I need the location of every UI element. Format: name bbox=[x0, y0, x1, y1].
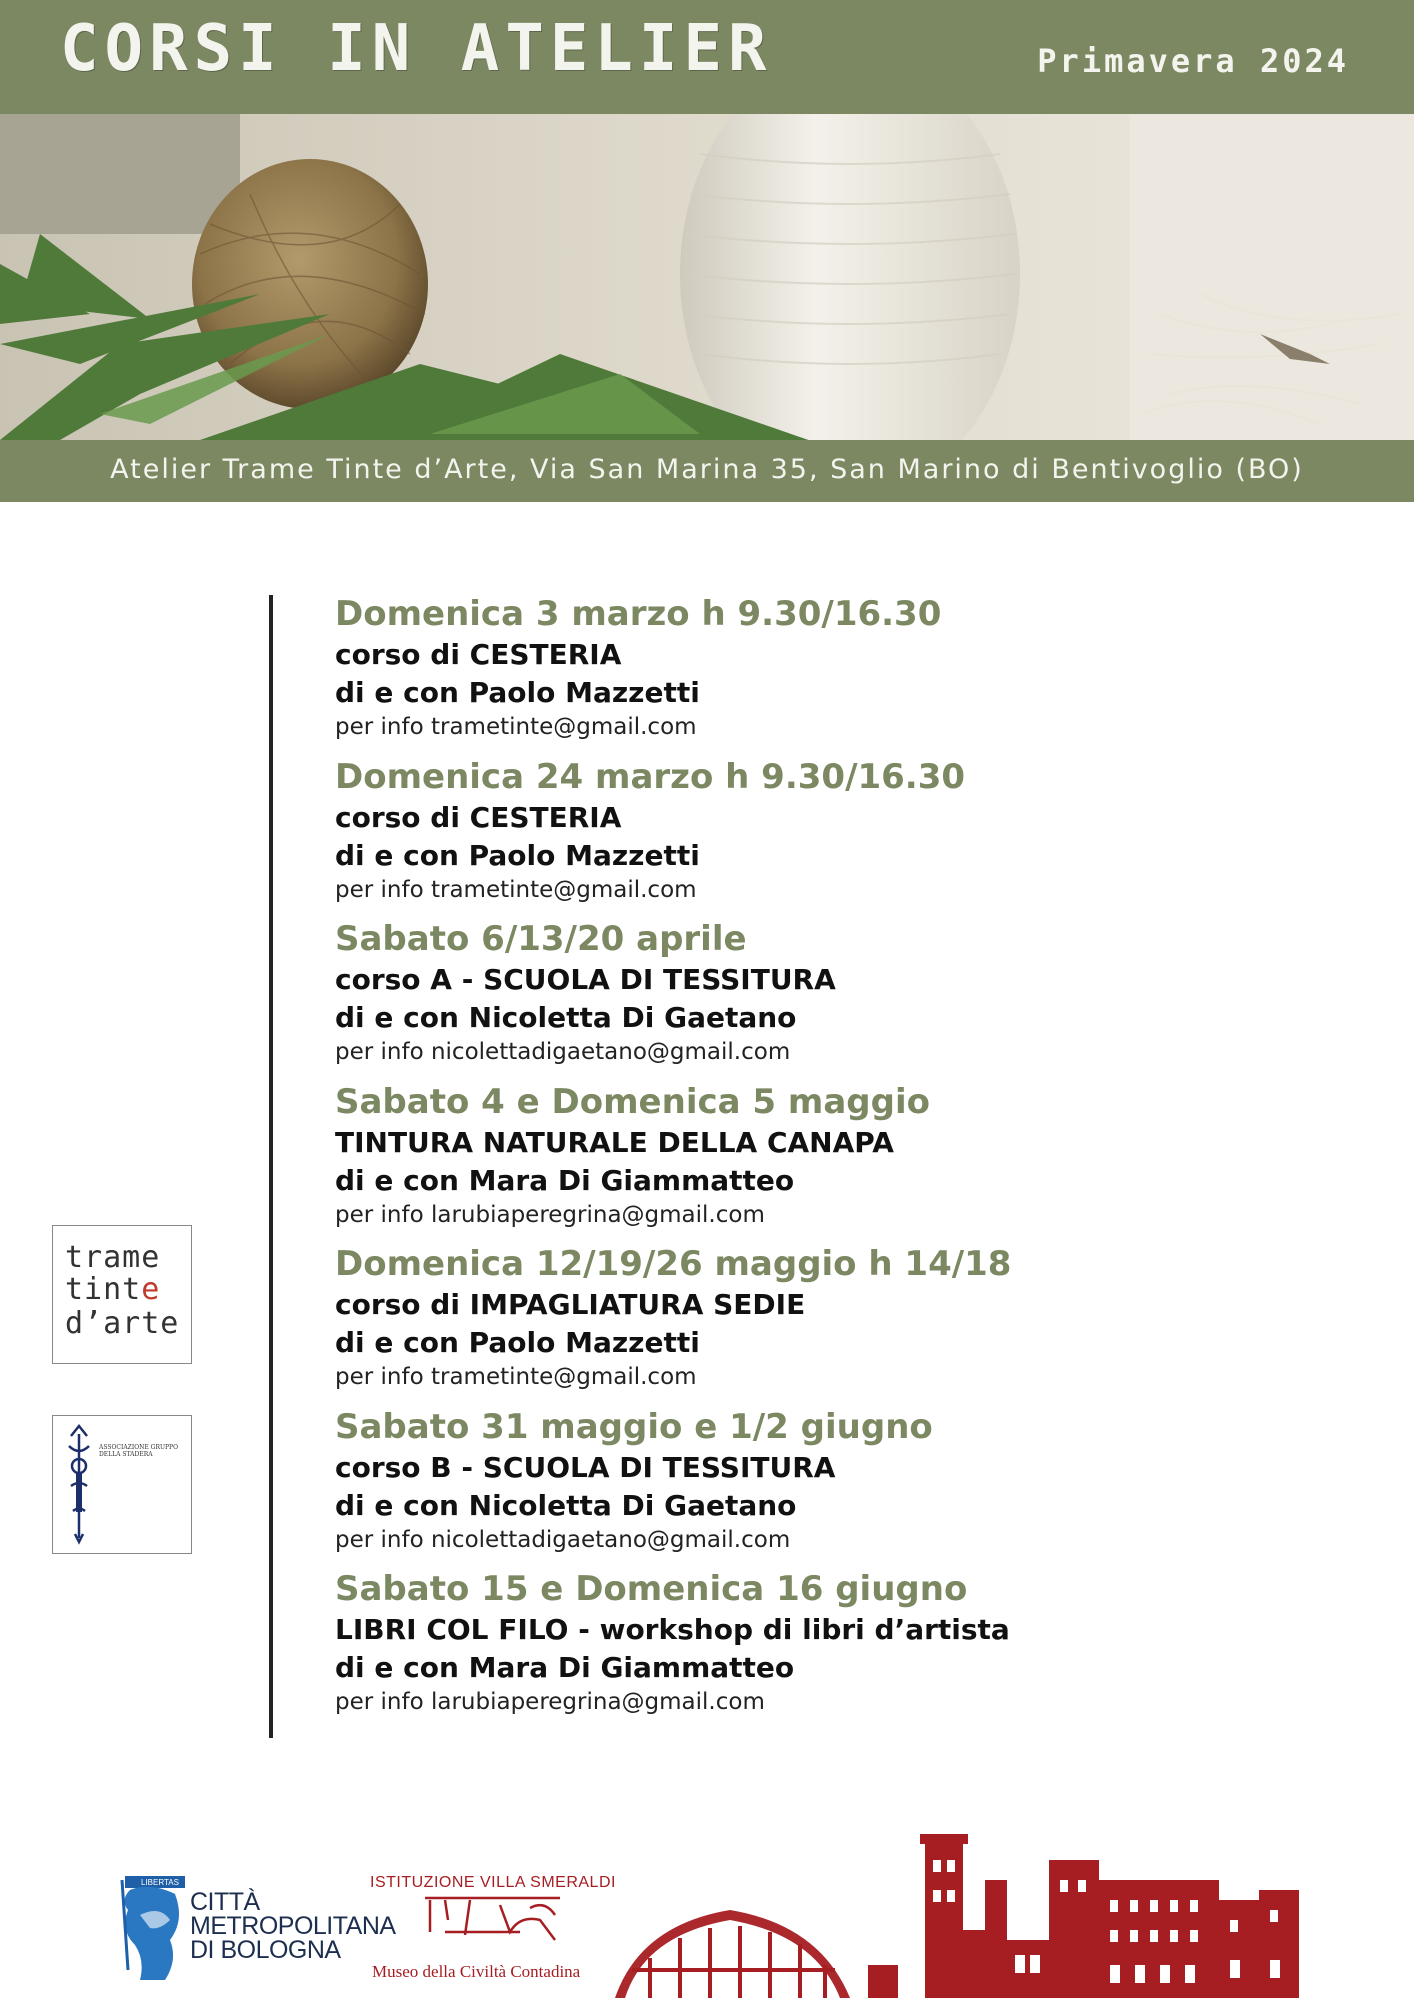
cmb-badge-text: LIBERTAS bbox=[141, 1878, 179, 1887]
event-item bbox=[335, 1080, 1335, 1243]
event-teacher: di e con Paolo Mazzetti bbox=[335, 838, 700, 872]
event-teacher: di e con Paolo Mazzetti bbox=[335, 676, 700, 709]
event-teacher: di e con Nicoletta Di Gaetano bbox=[335, 1488, 797, 1522]
event-item bbox=[335, 1405, 1335, 1568]
assoc-caption: ASSOCIAZIONE GRUPPO DELLA STADERA bbox=[99, 1444, 179, 1458]
logo-line-trame: trame bbox=[65, 1240, 161, 1275]
event-item bbox=[335, 1567, 1335, 1730]
event-teacher: di e con Paolo Mazzetti bbox=[335, 1326, 700, 1359]
address-bar bbox=[0, 440, 1414, 502]
logo-e-highlight: e bbox=[141, 1272, 161, 1307]
atelier-address: Atelier Trame Tinte d’Arte, Via San Marina 35, San Marino di Bentivoglio (BO) bbox=[110, 454, 1304, 485]
event-item bbox=[335, 1242, 1335, 1405]
museo-subtitle: Museo della Civiltà Contadina bbox=[372, 1962, 581, 1981]
event-contact: per info trametinte@gmail.com bbox=[335, 714, 697, 740]
logo-line-darte: d’arte bbox=[65, 1306, 180, 1341]
cmb-lion-icon bbox=[122, 1876, 185, 1980]
event-date: Sabato 31 maggio e 1/2 giugno bbox=[335, 1406, 933, 1447]
header-photo bbox=[0, 114, 1414, 440]
event-item bbox=[335, 755, 1335, 918]
event-course: corso A - SCUOLA DI TESSITURA bbox=[335, 963, 836, 996]
header-bar bbox=[0, 0, 1414, 114]
event-course: TINTURA NATURALE DELLA CANAPA bbox=[335, 1125, 894, 1159]
season-label: Primavera 2024 bbox=[1037, 42, 1349, 80]
event-contact: per info nicolettadigaetano@gmail.com bbox=[335, 1526, 791, 1553]
event-teacher: di e con Mara Di Giammatteo bbox=[335, 1163, 795, 1197]
event-date: Domenica 24 marzo h 9.30/16.30 bbox=[335, 756, 966, 797]
event-contact: per info trametinte@gmail.com bbox=[335, 1364, 697, 1390]
event-list bbox=[335, 592, 1335, 1730]
stadera-scale-icon bbox=[53, 1416, 191, 1553]
event-course: corso di CESTERIA bbox=[335, 800, 622, 834]
yarn-photo-illustration bbox=[0, 114, 1414, 440]
event-date: Domenica 12/19/26 maggio h 14/18 bbox=[335, 1244, 1012, 1284]
event-date: Sabato 4 e Domenica 5 maggio bbox=[335, 1081, 930, 1122]
cmb-line-3: DI BOLOGNA bbox=[190, 1936, 341, 1964]
cmb-line-1: CITTÀ bbox=[190, 1888, 260, 1916]
event-teacher: di e con Mara Di Giammatteo bbox=[335, 1651, 795, 1684]
timeline-divider bbox=[269, 595, 273, 1738]
logo-line-tinte bbox=[65, 1272, 160, 1307]
event-item bbox=[335, 592, 1335, 755]
logo-tint-text: tint bbox=[65, 1272, 142, 1307]
event-contact: per info larubiaperegrina@gmail.com bbox=[335, 1201, 765, 1228]
event-contact: per info trametinte@gmail.com bbox=[335, 876, 697, 903]
bologna-skyline-icon bbox=[615, 1834, 1299, 1998]
villa-smeraldi-icon bbox=[425, 1898, 560, 1940]
villa-smeraldi-title: ISTITUZIONE VILLA SMERALDI bbox=[370, 1874, 616, 1891]
page-title: CORSI IN ATELIER bbox=[60, 12, 773, 86]
citta-metropolitana-label bbox=[190, 1890, 396, 1962]
event-date: Sabato 15 e Domenica 16 giugno bbox=[335, 1569, 968, 1609]
gruppo-stadera-logo bbox=[52, 1415, 192, 1554]
cmb-line-2: METROPOLITANA bbox=[190, 1912, 396, 1940]
event-contact: per info larubiaperegrina@gmail.com bbox=[335, 1689, 765, 1715]
event-course: corso B - SCUOLA DI TESSITURA bbox=[335, 1450, 836, 1484]
event-course: corso di CESTERIA bbox=[335, 638, 622, 671]
event-date: Domenica 3 marzo h 9.30/16.30 bbox=[335, 594, 942, 634]
event-contact: per info nicolettadigaetano@gmail.com bbox=[335, 1039, 791, 1065]
event-course: LIBRI COL FILO - workshop di libri d’artista bbox=[335, 1613, 1010, 1646]
event-teacher: di e con Nicoletta Di Gaetano bbox=[335, 1001, 797, 1034]
event-date: Sabato 6/13/20 aprile bbox=[335, 919, 747, 959]
trame-tinte-darte-logo bbox=[52, 1225, 192, 1364]
event-item bbox=[335, 917, 1335, 1080]
event-course: corso di IMPAGLIATURA SEDIE bbox=[335, 1288, 806, 1321]
